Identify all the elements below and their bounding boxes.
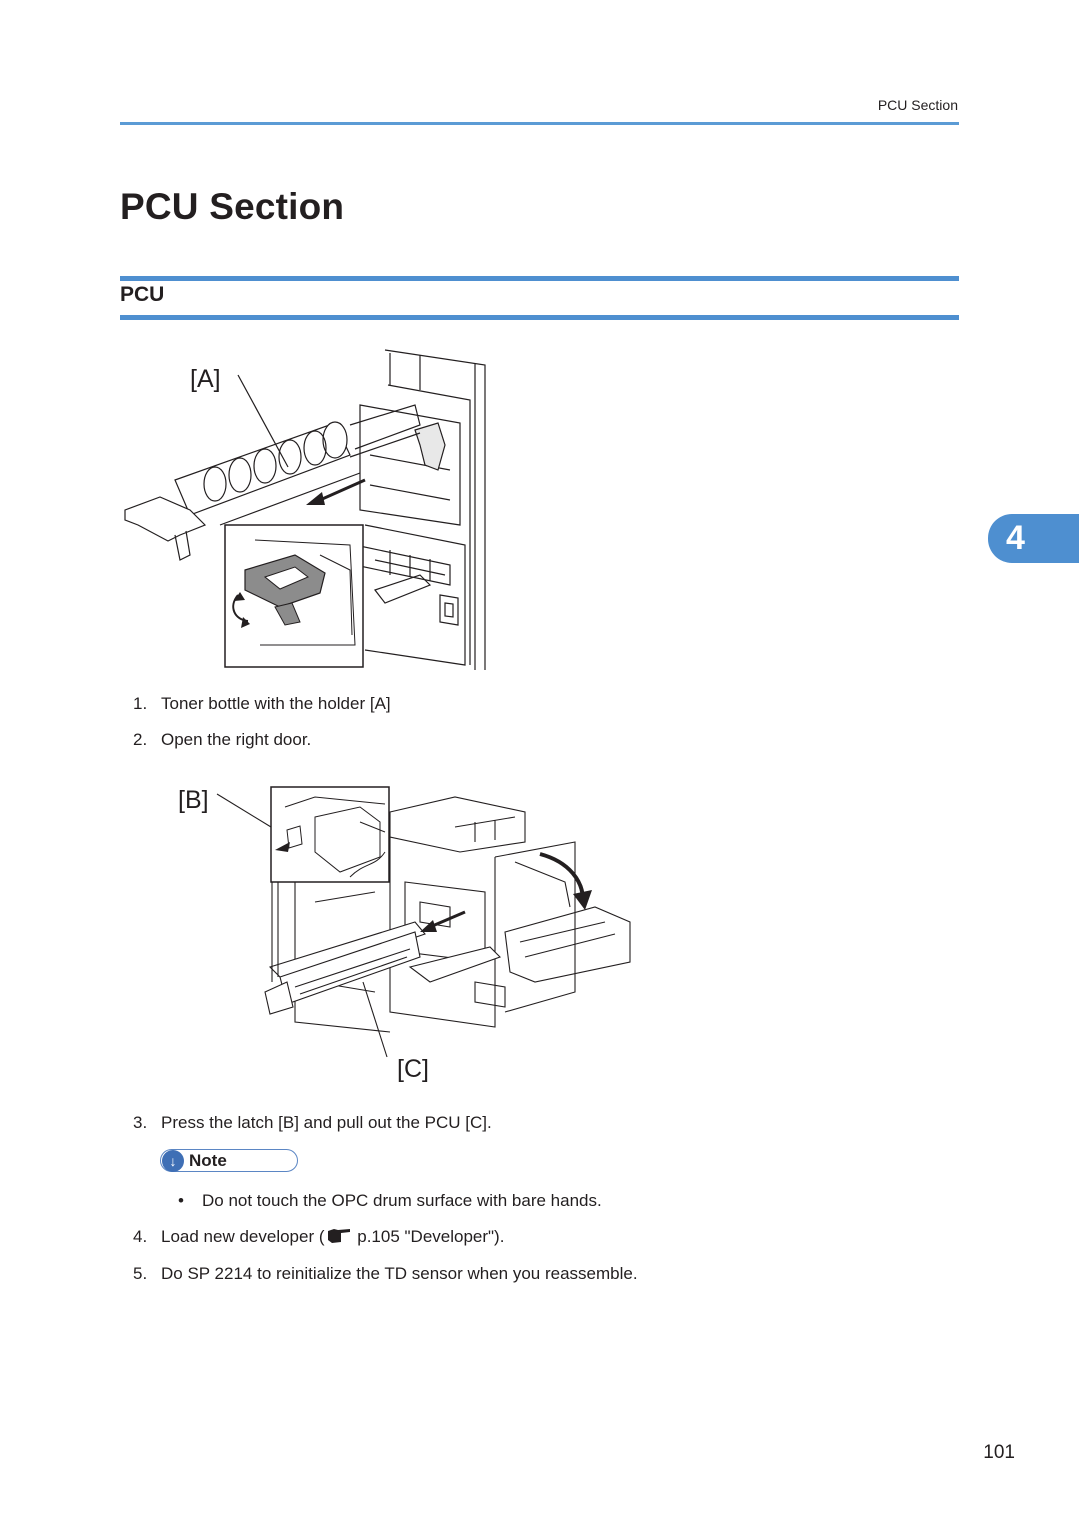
bullet-icon: • (178, 1191, 184, 1210)
running-head: PCU Section (877, 97, 958, 113)
step-5-number: 5. (133, 1264, 148, 1283)
page-number: 101 (983, 1442, 1015, 1463)
toner-bottle-illustration (120, 345, 500, 670)
section-rule-top (120, 276, 959, 281)
note-badge (160, 1149, 298, 1172)
note-item-text: Do not touch the OPC drum surface with bare hands. (202, 1191, 602, 1210)
step-4-text-before: Load new developer ( (161, 1227, 325, 1246)
section-rule-bottom (120, 315, 959, 320)
header-rule (120, 122, 959, 125)
callout-b: [B] (178, 786, 209, 814)
step-2-text: Open the right door. (161, 730, 312, 749)
step-1-text: Toner bottle with the holder [A] (161, 694, 391, 713)
step-3-text: Press the latch [B] and pull out the PCU [C]. (161, 1113, 492, 1132)
callout-a: [A] (190, 365, 221, 393)
toner-bottle-figure (120, 345, 500, 670)
note-label: Note (189, 1151, 227, 1170)
step-1 (133, 694, 391, 714)
pointing-hand-icon[interactable] (326, 1227, 352, 1250)
step-4-text-after[interactable]: p.105 "Developer"). (352, 1227, 505, 1246)
step-4-number: 4. (133, 1227, 148, 1246)
step-3 (133, 1113, 492, 1133)
chapter-number: 4 (1006, 519, 1025, 557)
chapter-tab (988, 514, 1079, 563)
step-5 (133, 1264, 638, 1284)
step-4 (133, 1227, 504, 1250)
step-2 (133, 730, 311, 750)
down-arrow-icon: ↓ (162, 1150, 184, 1172)
pcu-removal-illustration (175, 782, 635, 1087)
pcu-removal-figure (175, 782, 635, 1087)
step-3-number: 3. (133, 1113, 148, 1132)
step-5-text: Do SP 2214 to reinitialize the TD sensor when you reassemble. (161, 1264, 638, 1283)
callout-c: [C] (397, 1055, 429, 1083)
note-item (178, 1191, 602, 1211)
page-title: PCU Section (120, 186, 345, 227)
step-2-number: 2. (133, 730, 148, 749)
step-1-number: 1. (133, 694, 148, 713)
section-title: PCU (120, 283, 165, 306)
